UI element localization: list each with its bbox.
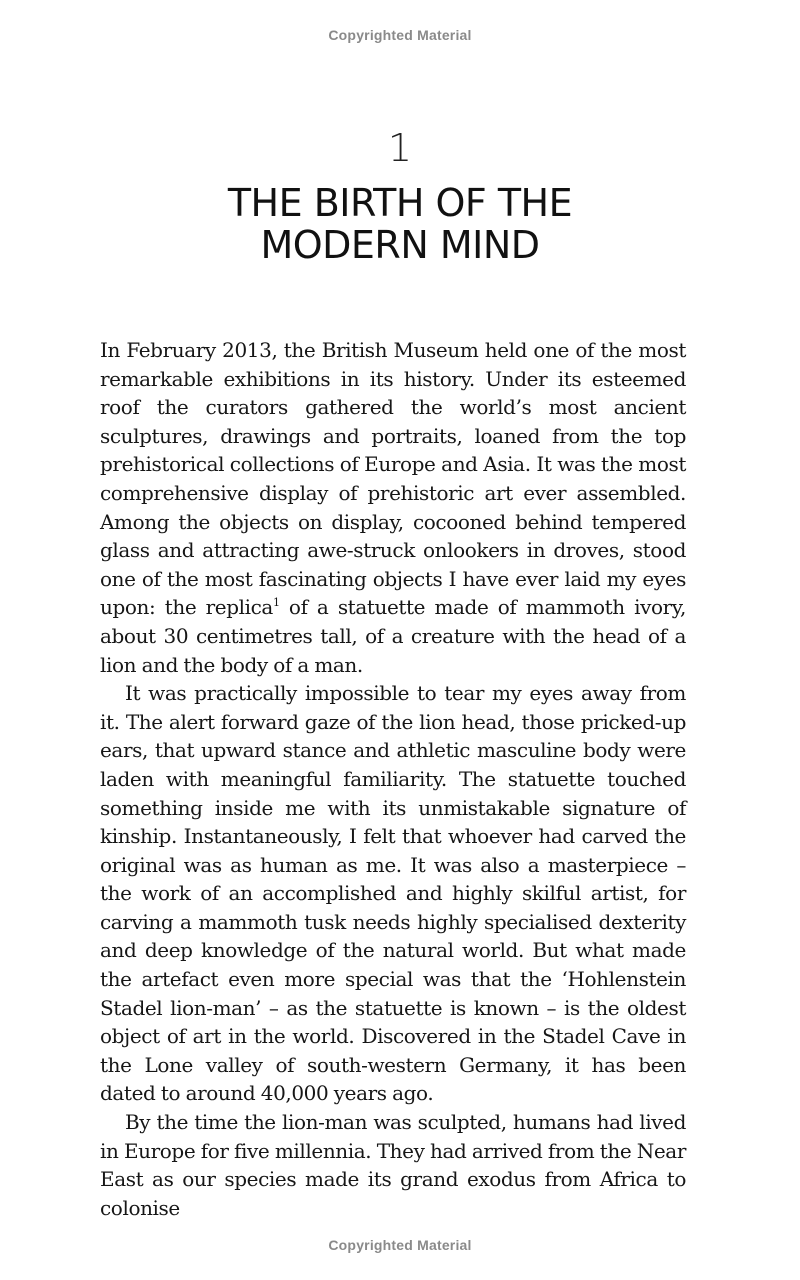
chapter-number: 1 bbox=[387, 126, 413, 170]
chapter-title-line-1: THE BIRTH OF THE bbox=[227, 181, 573, 225]
paragraph-3: By the time the lion-man was sculpted, humans had lived in Europe for five millennia. They had arrived from the Near East as our species made its grand exodus from Africa to colonise bbox=[100, 1110, 686, 1220]
copyright-watermark-top: Copyrighted Material bbox=[328, 27, 472, 43]
copyright-watermark-bottom: Copyrighted Material bbox=[328, 1237, 472, 1253]
body-text bbox=[100, 336, 686, 1222]
chapter-title bbox=[0, 182, 800, 266]
chapter-title-line-2: MODERN MIND bbox=[260, 223, 540, 267]
paragraph-1 bbox=[100, 336, 686, 679]
paragraph-2: It was practically impossible to tear my eyes away from it. The alert forward gaze of the lion head, those pricked-up ears, that upward stance and athletic masculine body were laden with meaningful familiarity. The statuette touched something inside me with its unmistakable signature of kinship. Instantaneously, I felt that whoever had carved the original was as human as me. It was also a masterpiece – the work of an accomplished and highly skilful artist, for carving a mammoth tusk needs highly specialised dexterity and deep knowledge of the natural world. But what made the artefact even more special was that the ‘Hohlenstein Stadel lion-man’ – as the statuette is known – is the oldest object of art in the world. Discovered in the Stadel Cave in the Lone valley of south-western Germany, it has been dated to around 40,000 years ago. bbox=[100, 681, 686, 1106]
paragraph-1-text-a: In February 2013, the British Museum held one of the most remarkable exhibitions in its history. Under its esteemed roof the curators gathered the world’s most ancient sculptures, drawings and portraits, loaned from the top prehistorical collections of Europe and Asia. It was the most comprehensive display of prehistoric art ever assembled. Among the objects on display, cocooned behind tempered glass and attracting awe-struck onlookers in droves, stood one of the most fascinating objects I have ever laid my eyes upon: the replica bbox=[100, 338, 686, 620]
paragraph-1-text-b: of a statuette made of mammoth ivory, about 30 centimetres tall, of a creature with the head of a lion and the body of a man. bbox=[100, 595, 686, 677]
footnote-marker: 1 bbox=[272, 596, 280, 610]
